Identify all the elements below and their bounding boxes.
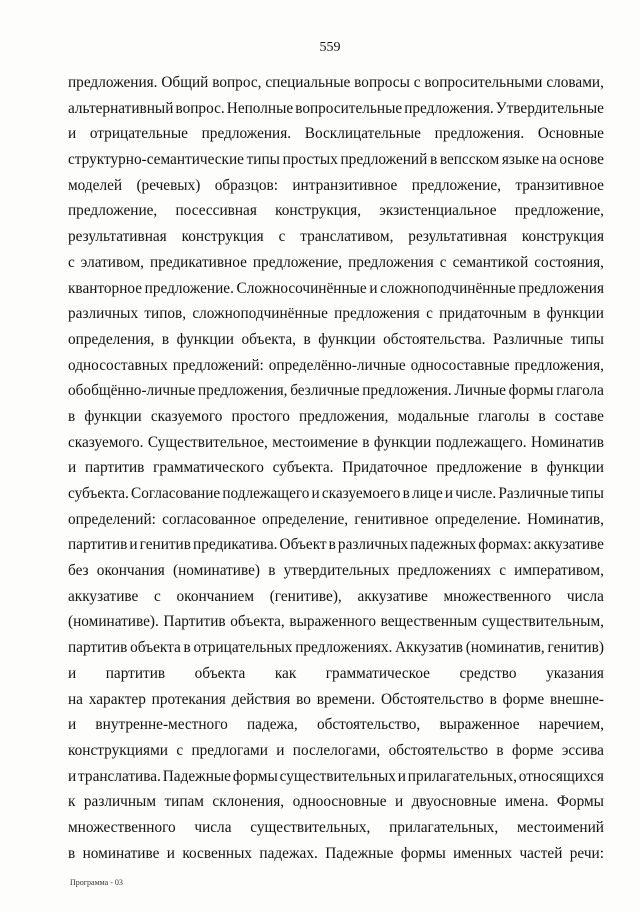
word: времени. <box>316 690 376 708</box>
word: (номинатив, <box>465 639 545 657</box>
word: существительных, <box>250 818 371 836</box>
word: субъекта. <box>272 459 334 477</box>
text-line <box>68 635 604 661</box>
word: простого <box>231 407 290 425</box>
text-line <box>68 173 604 199</box>
word: характер <box>88 690 146 708</box>
word: обстоятельство, <box>316 716 421 734</box>
text-line <box>68 481 604 507</box>
word: типы <box>246 151 280 169</box>
word: конструкция, <box>275 202 362 220</box>
word: и <box>444 485 454 502</box>
word: множественного <box>68 818 176 836</box>
word: образцов: <box>214 176 278 194</box>
word: функции <box>373 433 432 451</box>
text-line <box>68 430 604 456</box>
text-line <box>68 96 604 122</box>
word: предложениях. <box>295 639 393 657</box>
word: типы <box>570 485 604 502</box>
word: отрицательные <box>89 125 188 143</box>
word: внешне- <box>549 690 604 708</box>
word: и <box>311 485 320 502</box>
word: и <box>397 767 406 785</box>
word: формы <box>508 382 554 400</box>
word: генитивное <box>354 510 429 528</box>
word: семантикой <box>452 253 529 271</box>
word: функции <box>546 305 604 323</box>
word: обстоятельства. <box>383 330 486 348</box>
word: в <box>538 407 546 425</box>
word: типов, <box>144 305 187 323</box>
word: объекта, <box>230 613 285 631</box>
word: подлежащего <box>222 485 310 502</box>
word: объекта <box>130 639 181 657</box>
word: во <box>296 690 311 708</box>
word: транзитивное <box>515 176 604 194</box>
word: Утвердительные <box>495 99 604 117</box>
word: и <box>68 459 77 477</box>
word: простых <box>282 151 338 169</box>
word: результативная <box>68 228 167 246</box>
word: лице <box>411 485 443 502</box>
word: состояния, <box>534 253 604 271</box>
text-line <box>68 121 604 147</box>
text-line <box>68 276 604 302</box>
word: модальные <box>397 407 470 425</box>
word: односоставных <box>68 356 168 374</box>
text-line <box>68 789 604 815</box>
word: определение, <box>262 510 349 528</box>
word: местоимений <box>516 818 604 836</box>
word: Общий <box>161 74 209 91</box>
word: Обстоятельство <box>380 690 484 708</box>
word: и <box>68 664 77 682</box>
word: на <box>541 151 557 169</box>
word: средство <box>459 664 517 682</box>
text-line <box>68 70 604 96</box>
word: Номинатив <box>531 433 604 451</box>
word: предложения, <box>514 356 604 374</box>
word: предложения. <box>362 382 452 400</box>
word: и <box>68 125 77 143</box>
text-line <box>68 841 604 867</box>
text-line <box>68 301 604 327</box>
word: Падежные <box>162 767 231 785</box>
word: вопросы <box>354 74 410 91</box>
word: грамматическое <box>325 664 430 682</box>
word: существительных <box>279 767 396 785</box>
text-line <box>68 764 604 790</box>
word: сказуемого. <box>68 433 144 451</box>
word: конструкция <box>521 228 604 246</box>
word: с <box>176 741 184 759</box>
word: Аккузатив <box>395 639 463 657</box>
word: специальные <box>265 74 351 91</box>
word: окончанием <box>176 587 254 605</box>
text-line <box>68 353 604 379</box>
word: в <box>68 844 76 862</box>
page-number: 559 <box>319 40 341 55</box>
word: предложения, <box>298 407 389 425</box>
word: именных <box>453 844 513 862</box>
text-line <box>68 687 604 713</box>
word: Неполные <box>226 99 294 117</box>
word: падежных <box>410 536 477 554</box>
word: формах: <box>478 536 532 554</box>
word: отрицательных <box>193 639 293 657</box>
word: с <box>426 305 433 323</box>
word: наречием, <box>538 716 604 734</box>
word: как <box>274 664 297 682</box>
word: в <box>328 536 336 554</box>
word: падежах. <box>259 844 318 862</box>
word: и <box>129 536 138 554</box>
word: вопросительными <box>424 74 543 91</box>
word: множественного <box>443 587 552 605</box>
text-line <box>68 507 604 533</box>
text-line <box>68 147 604 173</box>
word: в <box>362 433 370 451</box>
word: частей <box>519 844 563 862</box>
word: партитив <box>68 639 128 657</box>
word: в <box>161 330 170 348</box>
word: императивом, <box>514 562 604 580</box>
word: в <box>268 562 276 580</box>
word: в <box>303 330 311 348</box>
word: протекания <box>151 690 226 708</box>
word: форме <box>512 741 554 759</box>
word: моделей <box>68 176 123 194</box>
word: функции <box>318 330 376 348</box>
word: вепсском <box>439 151 500 169</box>
word: в <box>429 151 438 169</box>
text-line <box>68 584 604 610</box>
word: в <box>533 305 541 323</box>
word: Партитив <box>163 613 226 631</box>
word: определения, <box>68 330 155 348</box>
word: согласованное <box>162 510 256 528</box>
word: аккузативе <box>68 587 139 605</box>
word: форме <box>502 690 545 708</box>
word: глагола <box>556 382 604 400</box>
word: и <box>276 741 285 759</box>
word: речи: <box>569 844 604 862</box>
word: с <box>413 74 421 91</box>
word: к <box>68 793 76 811</box>
word: предложения <box>518 279 604 297</box>
word: в <box>530 459 538 477</box>
word: конструкция <box>181 228 264 246</box>
word: Восклицательные <box>304 125 421 143</box>
word: результативная <box>408 228 508 246</box>
word: предлогами <box>191 741 268 759</box>
text-line <box>68 455 604 481</box>
text-line <box>68 815 604 841</box>
word: без <box>68 562 89 580</box>
word: имена. <box>504 793 549 811</box>
word: и <box>68 767 77 785</box>
word: предложения. <box>404 99 494 117</box>
word: обстоятельство <box>388 741 489 759</box>
word: вещественным <box>380 613 478 631</box>
word: утвердительных <box>283 562 390 580</box>
word: предикатива. <box>193 536 278 554</box>
word: формы <box>400 844 446 862</box>
word: транслатива. <box>78 767 161 785</box>
word: Различные <box>498 485 569 502</box>
word: подлежащего. <box>435 433 527 451</box>
word: сложноподчинённые <box>192 305 328 323</box>
word: функции <box>176 330 234 348</box>
word: объекта, <box>241 330 296 348</box>
word: предложения. <box>201 125 292 143</box>
word: предложения. <box>68 74 158 91</box>
word: Падежные <box>325 844 394 862</box>
word: Согласование <box>131 485 221 502</box>
text-line <box>68 712 604 738</box>
word: числе. <box>455 485 497 502</box>
word: местоимение <box>272 433 358 451</box>
word: вопрос. <box>175 99 225 117</box>
word: различных <box>337 536 409 554</box>
word: предложениях <box>397 562 491 580</box>
word: предложение, <box>68 202 158 220</box>
word: Основные <box>537 125 604 143</box>
word: одноосновные <box>292 793 387 811</box>
word: формы <box>232 767 278 785</box>
word: транслативом, <box>300 228 394 246</box>
word: вопросительные <box>295 99 403 117</box>
text-line <box>68 404 604 430</box>
word: сложноподчинённые <box>380 279 516 297</box>
text-line <box>68 327 604 353</box>
word: партитив <box>84 459 145 477</box>
word: выраженное <box>439 716 520 734</box>
word: с <box>68 253 75 271</box>
word: и <box>369 279 378 297</box>
word: придаточным <box>439 305 527 323</box>
word: субъекта. <box>68 485 129 502</box>
word: обобщённо-личные <box>68 382 196 400</box>
word: Сложносочинённые <box>236 279 367 297</box>
text-line <box>68 661 604 687</box>
word: аккузативе <box>357 587 428 605</box>
text-line <box>68 378 604 404</box>
word: предложение, <box>411 176 501 194</box>
word: и <box>394 793 404 811</box>
text-line <box>68 224 604 250</box>
text-line <box>68 198 604 224</box>
word: в <box>489 690 497 708</box>
word: экзистенциальное <box>379 202 497 220</box>
word: (номинативе) <box>173 562 260 580</box>
word: и <box>166 844 175 862</box>
word: предложений <box>340 151 428 169</box>
word: типам <box>164 793 204 811</box>
word: словами, <box>546 74 604 91</box>
word: в <box>496 741 504 759</box>
word: относящихся <box>518 767 604 785</box>
word: различных <box>68 305 139 323</box>
word: в <box>402 485 410 502</box>
word: Объект <box>279 536 327 554</box>
word: типы <box>570 330 604 348</box>
word: и <box>68 716 77 734</box>
word: интранзитивное <box>292 176 398 194</box>
word: в <box>68 407 76 425</box>
word: объекта <box>194 664 246 682</box>
word: конструкциями <box>68 741 168 759</box>
word: безличные <box>290 382 360 400</box>
word: падежа, <box>246 716 298 734</box>
word: различным <box>83 793 157 811</box>
word: на <box>68 690 83 708</box>
word: эссива <box>561 741 604 759</box>
word: числа <box>194 818 232 836</box>
word: (номинативе). <box>68 613 159 631</box>
word: предложение, <box>252 253 343 271</box>
word: составе <box>554 407 604 425</box>
word: Формы <box>556 793 604 811</box>
word: внутренне-местного <box>95 716 228 734</box>
word: послелогами, <box>292 741 381 759</box>
word: окончания <box>96 562 165 580</box>
word: склонения, <box>212 793 285 811</box>
word: номинативе <box>82 844 160 862</box>
word: Личные <box>454 382 506 400</box>
text-line <box>68 250 604 276</box>
word: кванторное <box>68 279 143 297</box>
text-line <box>68 609 604 635</box>
word: предложение. <box>144 279 234 297</box>
word: посессивная <box>175 202 257 220</box>
word: альтернативный <box>68 99 174 117</box>
word: определений: <box>68 510 156 528</box>
word: глаголы <box>478 407 530 425</box>
word: с <box>439 253 447 271</box>
word: (речевых) <box>136 176 201 194</box>
word: выраженного <box>289 613 377 631</box>
footer-label: Программа - 03 <box>70 878 123 887</box>
word: в <box>183 639 191 657</box>
word: односоставные <box>410 356 510 374</box>
word: генитив) <box>547 639 604 657</box>
word: языке <box>501 151 540 169</box>
word: структурно-семантические <box>68 151 244 169</box>
word: предложение, <box>514 202 604 220</box>
word: аккузативе <box>533 536 604 554</box>
word: предложений: <box>172 356 264 374</box>
word: определённо-личные <box>268 356 406 374</box>
body-text <box>68 70 604 866</box>
word: определение. <box>434 510 521 528</box>
word: Придаточное <box>342 459 428 477</box>
word: с <box>278 228 286 246</box>
word: косвенных <box>182 844 253 862</box>
word: прилагательных, <box>389 818 499 836</box>
word: предложение <box>436 459 522 477</box>
text-line <box>68 738 604 764</box>
word: с <box>154 587 161 605</box>
word: (генитиве), <box>269 587 342 605</box>
word: сказуемоего <box>321 485 401 502</box>
word: прилагательных, <box>407 767 517 785</box>
word: элативом, <box>80 253 144 271</box>
word: грамматического <box>153 459 264 477</box>
word: двуосновные <box>411 793 497 811</box>
word: Различные <box>492 330 564 348</box>
word: партитив <box>68 536 128 554</box>
word: действия <box>231 690 291 708</box>
word: предложения <box>348 253 434 271</box>
word: функции <box>546 459 604 477</box>
word: предложения. <box>434 125 525 143</box>
word: Номинатив, <box>527 510 604 528</box>
word: с <box>499 562 506 580</box>
text-line <box>68 532 604 558</box>
text-line <box>68 558 604 584</box>
word: основе <box>559 151 604 169</box>
word: указания <box>546 664 604 682</box>
word: функции <box>84 407 142 425</box>
word: числа <box>566 587 604 605</box>
word: предложения <box>334 305 420 323</box>
word: предложения, <box>198 382 288 400</box>
word: существительным, <box>481 613 604 631</box>
word: сказуемого <box>150 407 223 425</box>
word: предикативное <box>149 253 247 271</box>
word: генитив <box>139 536 191 554</box>
word: партитив <box>105 664 166 682</box>
word: Существительное, <box>147 433 268 451</box>
word: вопрос, <box>212 74 262 91</box>
